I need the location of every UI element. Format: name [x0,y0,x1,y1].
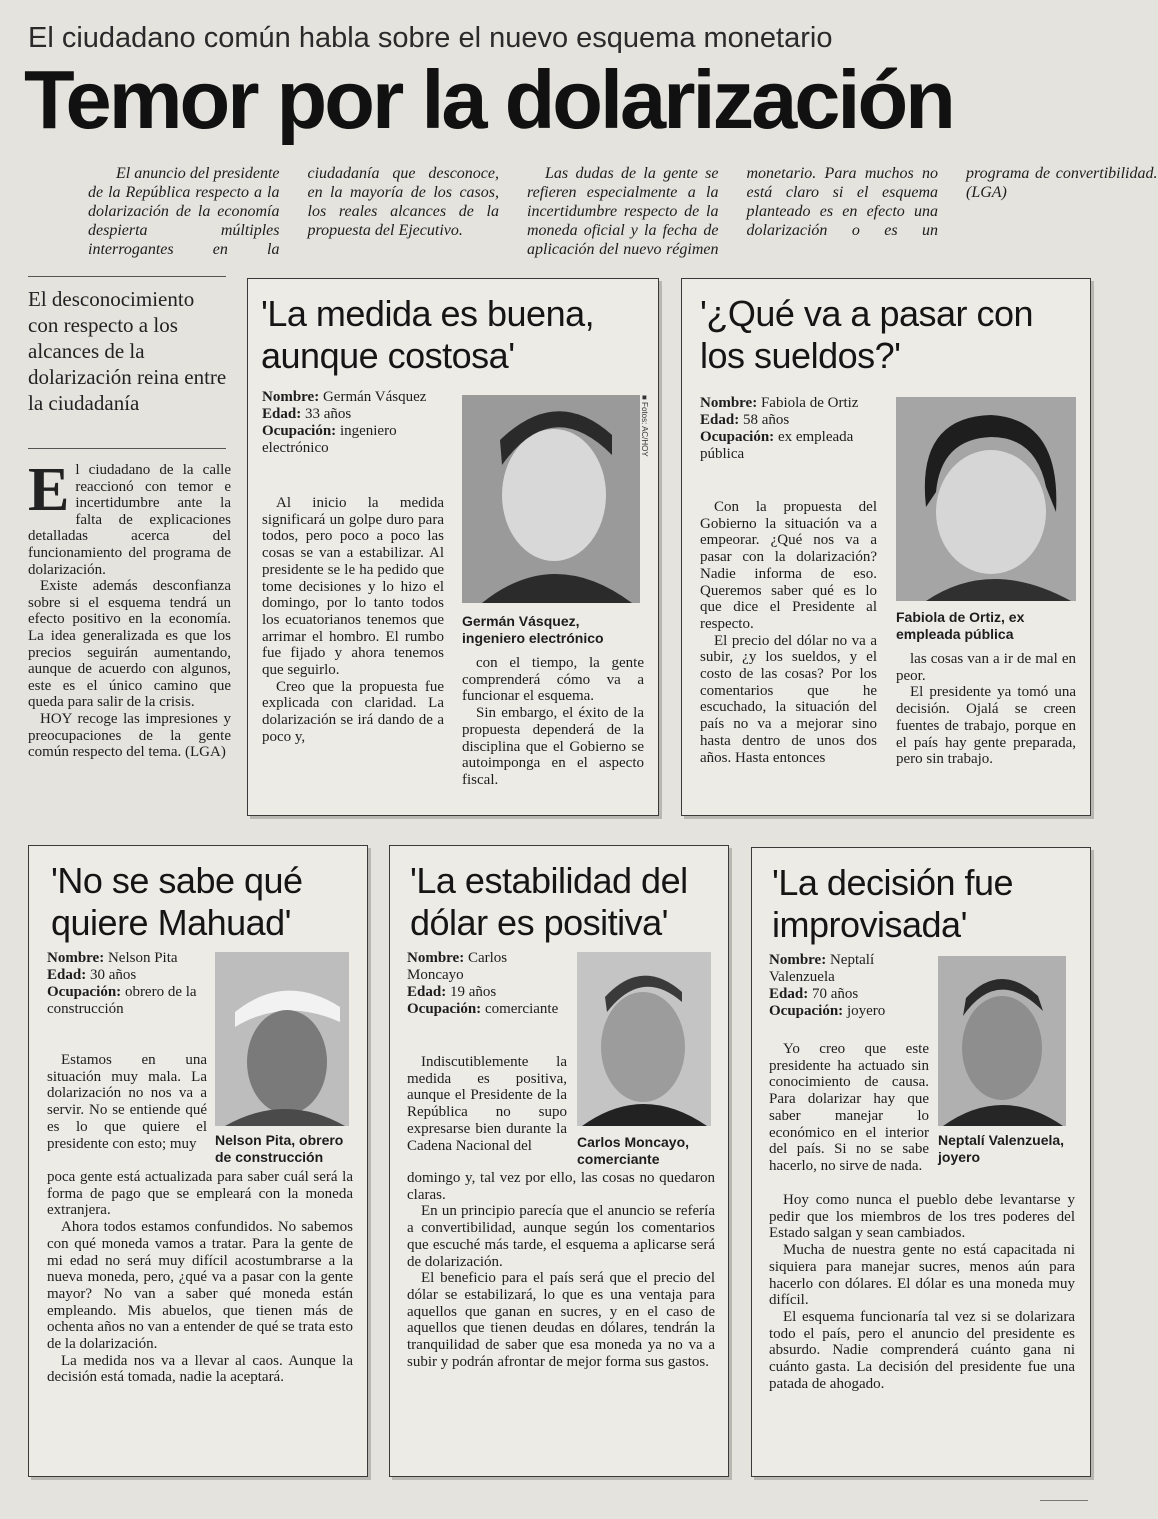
profile-name: Carlos Moncayo [407,950,508,983]
paragraph: El precio del dólar no va a subir, ¿y los sueldos, y el costo de las cosas? Por los comentarios que he escuchado, la situación del país no va a mejorar sino hasta dentro de unos dos años. Hasta entonces [700,632,877,766]
profile-name: Fabiola de Ortiz [760,395,859,411]
paragraph: Ahora todos estamos confundidos. No sabemos con qué moneda vamos a tratar. Para la gente de mi edad no será muy difícil acostumbrarse a la nueva moneda, pero, ¿qué va a pasar con la gente mayor? No van a saber qué moneda están empleando. Mis abuelos, que tienen más de ochenta años no van a entender de qué se trata esto de la dolarización. [47,1219,353,1353]
paragraph: Estamos en una situación muy mala. La dolarización no nos va a servir. No se entiende qué es lo que quiere el presidente con esto; muy [47,1052,207,1152]
profile [407,950,567,1018]
lead-paragraph [88,164,1158,264]
photo-caption: Fabiola de Ortiz, ex empleada pública [896,609,1025,642]
sidebar-deck: El desconocimiento con respecto a los alcances de la dolarización reina entre la ciudadanía [28,287,227,415]
box-title: 'No se sabe qué quiere Mahuad' [51,860,303,943]
lead-p1: El anuncio del presidente de la República respecto a la dolarización de la economía despierta múltiples interrogantes en la ciudadanía que desconoce, en la mayoría de los casos, los reales alcances de la propuesta del Ejecutivo. [88,165,499,258]
paragraph: domingo y, tal vez por ello, las cosas no quedaron claras. [407,1170,715,1203]
name-label: Nombre: [700,395,758,411]
column-rest [769,1192,1075,1392]
column-rest [47,1169,353,1386]
profile-age: 70 años [811,986,859,1002]
profile-name: Germán Vásquez [322,389,427,405]
profile-occupation: comerciante [484,1001,559,1017]
box-title: '¿Qué va a pasar con los sueldos?' [700,293,1034,376]
column-2 [462,655,644,789]
name-label: Nombre: [769,952,827,968]
sidebar-first-text: l ciudadano de la calle reaccionó con temor e incertidumbre ante la falta de explicaciones detalladas acerca del funcionamiento del programa de dolarización. [28,462,231,578]
name-label: Nombre: [262,389,320,405]
name-label: Nombre: [47,950,105,966]
photo-credit: ■ Fotos: AC/HOY [640,395,649,457]
headline: Temor por la dolarización [24,53,953,146]
paragraph: Al inicio la medida significará un golpe duro para todos, pero poco a poco las cosas se van a estabilizar. Al presidente se le ha pedido que tome decisiones y lo hizo el domingo, por lo tanto todos los ecuatorianos tenemos que arrimar el hombro. El rumbo fue fijado y ahora tenemos que seguirlo. [262,495,444,679]
photo-caption: Germán Vásquez, ingeniero electrónico [462,613,604,646]
occupation-label: Ocupación: [407,1001,482,1017]
interview-box-fabiola [681,278,1091,816]
paragraph: Con la propuesta del Gobierno la situación va a empeorar. ¿Qué nos va a pasar con la dolarización? Nadie informa de eso. Queremos saber qué es lo que dice el Presidente al respecto. [700,499,877,632]
age-label: Edad: [700,412,740,428]
occupation-label: Ocupación: [47,984,122,1000]
lead-p2: Las dudas de la gente se refieren especialmente a la incertidumbre respecto de la moneda oficial y la fecha de aplicación del nuevo régimen monetario. Para muchos no está claro si el esquema planteado es en efecto una dolarización o es un programa de convertibilidad. (LGA) [527,165,1158,258]
profile-name: Neptalí Valenzuela [769,952,875,985]
age-label: Edad: [262,406,302,422]
paragraph: Hoy como nunca el pueblo debe levantarse y pedir que los miembros de los tres poderes del Estado salgan y sean cambiados. [769,1192,1075,1242]
column-1 [407,1054,567,1154]
column-1 [700,499,877,766]
occupation-label: Ocupación: [700,429,775,445]
interview-box-nelson [28,845,368,1477]
profile [700,395,880,463]
column-1 [47,1052,207,1152]
paragraph: En un principio parecía que el anuncio se refería a convertibilidad, aunque según los comentarios que escuché más tarde, el esquema a aplicarse será de dolarización. [407,1203,715,1270]
paragraph: Mucha de nuestra gente no está capacitada ni siquiera para manejar sucres, menos aún para hacerlo con dólares. El dólar es una moneda muy difícil. [769,1242,1075,1309]
sidebar-rule [28,448,226,449]
name-label: Nombre: [407,950,465,966]
dropcap: E [28,456,70,524]
box-title: 'La estabilidad del dólar es positiva' [410,860,688,943]
column-1 [262,495,444,746]
profile-age: 33 años [304,406,352,422]
age-label: Edad: [769,986,809,1002]
portrait-photo [938,956,1066,1126]
sidebar-paragraph: Existe además desconfianza sobre si el esquema tendrá un efecto positivo en la economía. La idea generalizada es que los precios seguirán aumentando, aunque de acuerdo con algunos, este es el único camino que queda para salir de la crisis. [28,578,231,711]
left-rule-top [28,276,226,277]
photo-caption: Neptalí Valenzuela, joyero [938,1132,1065,1165]
paragraph: Indiscutiblemente la medida es positiva, aunque el Presidente de la República no supo expresarse bien durante la Cadena Nacional del [407,1054,567,1154]
box-title: 'La medida es buena, aunque costosa' [261,293,595,376]
sidebar-paragraph: HOY recoge las impresiones y preocupaciones de la gente común respecto del tema. (LGA) [28,710,231,761]
footer-rule [1040,1500,1088,1501]
paragraph: Sin embargo, el éxito de la propuesta dependerá de la disciplina que el Gobierno se autoimponga en el aspecto fiscal. [462,705,644,788]
interview-box-carlos [389,845,729,1477]
photo-caption: Nelson Pita, obrero de construcción [215,1132,344,1165]
interview-box-german [247,278,659,816]
paragraph: las cosas van a ir de mal en peor. [896,651,1076,684]
column-2 [896,651,1076,768]
sidebar-first-paragraph [28,456,231,578]
portrait-photo [896,397,1076,601]
paragraph: El esquema funcionaría tal vez si se dolarizara todo el país, pero el anuncio del presidente es absurdo. Nadie comprenderá cuánto gana ni cuánto gasta. La decisión del presidente fue una patada de ahogado. [769,1308,1075,1392]
profile-name: Nelson Pita [107,950,178,966]
paragraph: poca gente está actualizada para saber cuál será la forma de pago que se empleará con la moneda extranjera. [47,1169,353,1219]
kicker: El ciudadano común habla sobre el nuevo esquema monetario [28,22,833,54]
profile-age: 58 años [742,412,790,428]
occupation-label: Ocupación: [262,423,337,439]
box-title: 'La decisión fue improvisada' [772,862,1014,945]
photo-caption: Carlos Moncayo, comerciante [577,1134,690,1167]
profile-occupation: ingeniero electrónico [262,423,397,456]
interview-box-neptali [751,847,1091,1477]
profile-age: 30 años [89,967,137,983]
column-1 [769,1041,929,1175]
paragraph: Creo que la propuesta fue explicada con claridad. La dolarización se irá dando de a poco y, [262,678,444,745]
profile [47,950,215,1018]
paragraph: El beneficio para el país será que el precio del dólar se estabilizará, lo que es una ventaja para aquellos que ganan en sucres, y en el caso de aquellos que tienen deudas en dólares, tendrán la tranquilidad de saber que esa moneda ya no va a subir y podrán afrontar de mejor forma sus gastos. [407,1270,715,1370]
age-label: Edad: [407,984,447,1000]
profile-occupation: joyero [846,1003,886,1019]
profile [769,952,934,1020]
profile-age: 19 años [449,984,497,1000]
portrait-photo [462,395,640,603]
paragraph: con el tiempo, la gente comprenderá cómo va a funcionar el esquema. [462,655,644,705]
paragraph: Yo creo que este presidente ha actuado sin conocimiento de causa. Para dolarizar hay que saber manejar lo económico en el interior del país. Si no se sabe hacerlo, no sirve de nada. [769,1041,929,1174]
age-label: Edad: [47,967,87,983]
profile [262,389,452,457]
profile-occupation: ex empleada pública [700,429,854,462]
occupation-label: Ocupación: [769,1003,844,1019]
column-rest [407,1170,715,1370]
portrait-photo [577,952,711,1126]
paragraph: El presidente ya tomó una decisión. Ojalá se creen fuentes de trabajo, porque en el país hay gente preparada, pero sin trabajo. [896,684,1076,768]
profile-occupation: obrero de la construcción [47,984,197,1017]
sidebar-body [28,456,231,761]
paragraph: La medida nos va a llevar al caos. Aunque la decisión está tomada, nadie la aceptará. [47,1352,353,1386]
portrait-photo [215,952,349,1126]
